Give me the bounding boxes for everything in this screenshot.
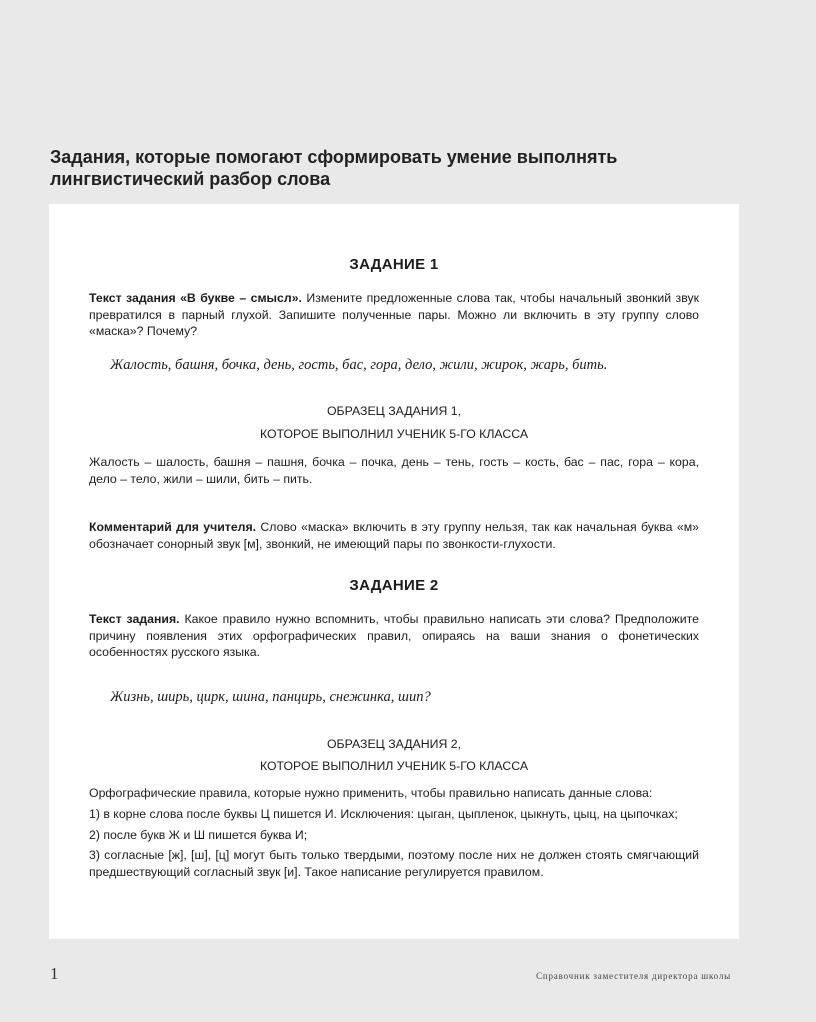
page-number: 1 bbox=[50, 964, 59, 983]
task-2-example: Жизнь, ширь, цирк, шина, панцирь, снежинка, шип? bbox=[110, 689, 431, 705]
sample-1-heading-line-2: КОТОРОЕ ВЫПОЛНИЛ УЧЕНИК 5-ГО КЛАССА bbox=[259, 427, 529, 441]
footer-publication: Справочник заместителя директора школы bbox=[536, 971, 731, 981]
teacher-comment bbox=[89, 519, 699, 552]
content-panel bbox=[49, 204, 739, 939]
sample-2-rule-2: 2) после букв Ж и Ш пишется буква И; bbox=[89, 828, 308, 842]
task-2-text bbox=[89, 611, 699, 661]
task-1-label: Текст задания «В букве – смысл». bbox=[89, 291, 302, 305]
sample-1-heading-line-1: ОБРАЗЕЦ ЗАДАНИЯ 1, bbox=[326, 404, 462, 418]
sample-2-heading-line-1: ОБРАЗЕЦ ЗАДАНИЯ 2, bbox=[326, 737, 462, 751]
task-1-heading: ЗАДАНИЕ 1 bbox=[349, 256, 439, 273]
task-2-body: Какое правило нужно вспомнить, чтобы правильно написать эти слова? Предположите причину появления этих орфографических правил, опираясь на ваши знания о фонетических особенностях русского языка. bbox=[89, 612, 699, 659]
teacher-comment-label: Комментарий для учителя. bbox=[89, 520, 257, 534]
sample-2-rule-3: 3) согласные [ж], [ш], [ц] могут быть только твердыми, поэтому после них не должен стоять смягчающий предшествующий согласный звук [и]. Такое написание регулируется правилом. bbox=[89, 848, 699, 879]
page-title: Задания, которые помогают сформировать умение выполнять лингвистический разбор слова bbox=[50, 147, 618, 189]
task-1-body: Измените предложенные слова так, чтобы начальный звонкий звук превратился в парный глухой. Запишите полученные пары. Можно ли включить в эту группу слово «маска»? Почему? bbox=[89, 291, 699, 338]
sample-2-rule-1: 1) в корне слова после буквы Ц пишется И. Исключения: цыган, цыпленок, цыкнуть, цыц, на цыпочках; bbox=[89, 807, 678, 821]
sample-2-intro: Орфографические правила, которые нужно применить, чтобы правильно написать данные слова: bbox=[89, 786, 653, 800]
task-1-text bbox=[89, 290, 699, 340]
teacher-comment-body: Слово «маска» включить в эту группу нельзя, так как начальная буква «м» обозначает сонорный звук [м], звонкий, не имеющий пары по звонкости-глухости. bbox=[89, 520, 699, 551]
task-1-example: Жалость, башня, бочка, день, гость, бас, гора, дело, жили, жирок, жарь, бить. bbox=[110, 357, 608, 373]
sample-1-answer: Жалость – шалость, башня – пашня, бочка – почка, день – тень, гость – кость, бас – пас, гора – кора, дело – тело, жили – шили, бить – пить. bbox=[89, 455, 699, 486]
sample-2-heading-line-2: КОТОРОЕ ВЫПОЛНИЛ УЧЕНИК 5-ГО КЛАССА bbox=[259, 759, 529, 773]
task-2-heading: ЗАДАНИЕ 2 bbox=[349, 577, 439, 594]
task-2-label: Текст задания. bbox=[89, 612, 180, 626]
